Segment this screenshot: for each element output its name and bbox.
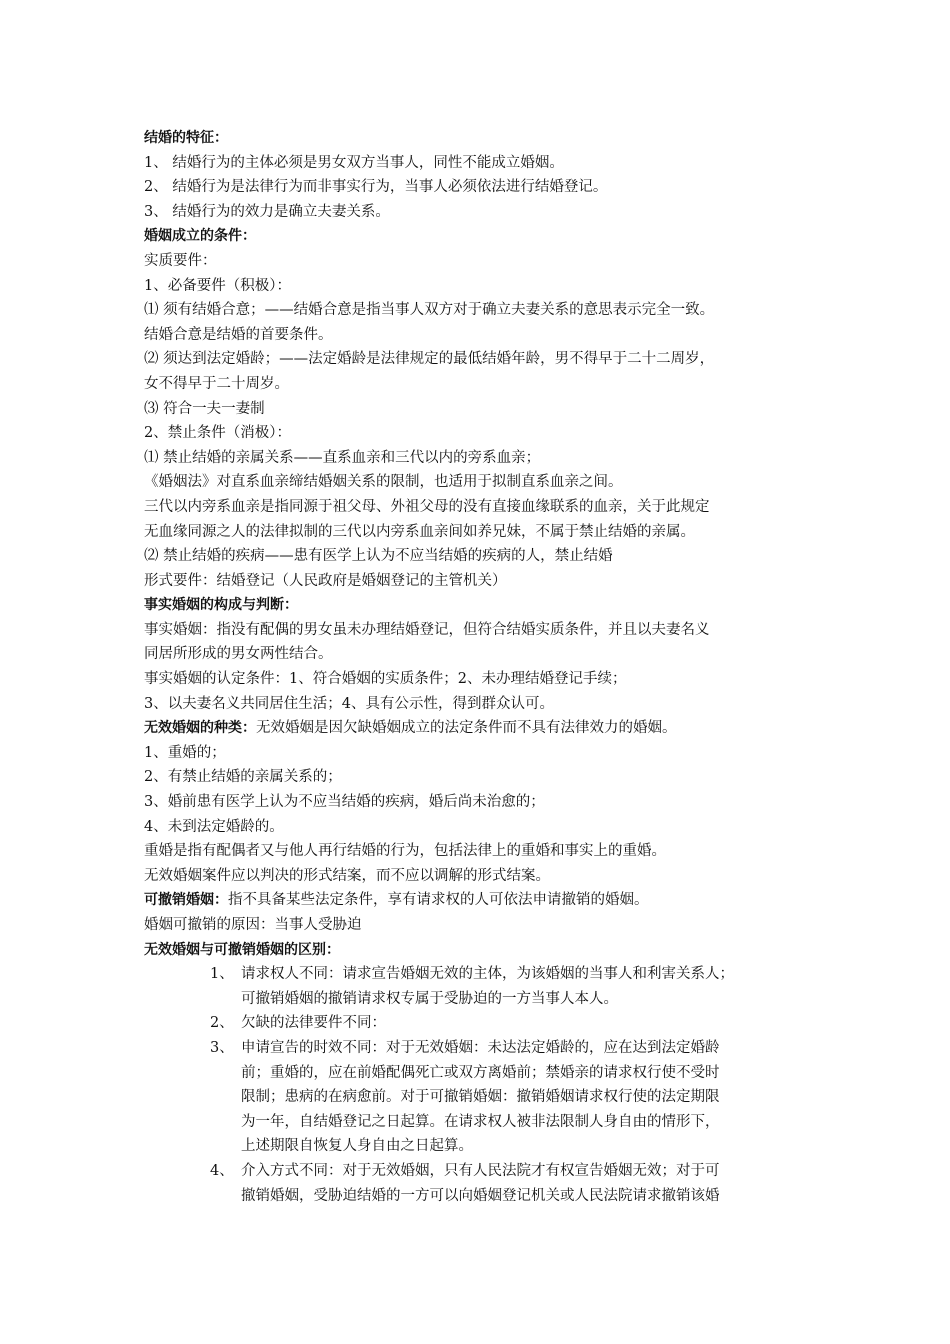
text-line: ⑵ 禁止结婚的疾病——患有医学上认为不应当结婚的疾病的人，禁止结婚 xyxy=(144,548,613,565)
list-item-line: 限制；患病的在病愈前。对于可撤销婚姻：撤销婚姻请求权行使的法定期限 xyxy=(241,1089,720,1106)
text-line: 实质要件： xyxy=(144,252,217,269)
list-item-line: 申请宣告的时效不同：对于无效婚姻：未达法定婚龄的，应在达到法定婚龄 xyxy=(241,1039,720,1056)
list-item xyxy=(144,1159,824,1208)
section-inline-text: 指不具备某些法定条件，享有请求权的人可依法申请撤销的婚姻。 xyxy=(228,892,649,909)
text-line: 三代以内旁系血亲是指同源于祖父母、外祖父母的没有直接血缘联系的血亲，关于此规定 xyxy=(144,498,710,515)
text-line: 2、 结婚行为是法律行为而非事实行为，当事人必须依法进行结婚登记。 xyxy=(144,179,608,196)
list-item-line: 撤销婚姻，受胁迫结婚的一方可以向婚姻登记机关或人民法院请求撤销该婚 xyxy=(241,1187,720,1204)
text-line: 1、重婚的； xyxy=(144,744,226,761)
text-line: 2、禁止条件（消极）： xyxy=(144,425,291,442)
list-item-line: 上述期限自恢复人身自由之日起算。 xyxy=(241,1138,473,1155)
list-item-line: 欠缺的法律要件不同： xyxy=(241,1015,386,1032)
list-item-line: 前；重婚的，应在前婚配偶死亡或双方离婚前；禁婚亲的请求权行使不受时 xyxy=(241,1064,720,1081)
list-item xyxy=(144,962,824,1011)
section-inline-text: 无效婚姻是因欠缺婚姻成立的法定条件而不具有法律效力的婚姻。 xyxy=(256,720,677,737)
list-item-line: 介入方式不同：对于无效婚姻，只有人民法院才有权宣告婚姻无效；对于可 xyxy=(241,1162,720,1179)
text-line: ⑴ 禁止结婚的亲属关系——直系血亲和三代以内的旁系血亲； xyxy=(144,449,541,466)
list-number: 3、 xyxy=(210,1039,234,1056)
text-line: 4、未到法定婚龄的。 xyxy=(144,818,284,835)
list-item-line: 为一年，自结婚登记之日起算。在请求权人被非法限制人身自由的情形下， xyxy=(241,1113,720,1130)
section-heading: 婚姻成立的条件： xyxy=(144,228,256,245)
list-number: 2、 xyxy=(210,1015,234,1032)
list-item xyxy=(144,1011,824,1036)
text-line: 婚姻可撤销的原因：当事人受胁迫 xyxy=(144,917,362,933)
text-line: 3、婚前患有医学上认为不应当结婚的疾病，婚后尚未治愈的； xyxy=(144,794,545,811)
text-line: 2、有禁止结婚的亲属关系的； xyxy=(144,769,342,786)
text-line: 结婚合意是结婚的首要条件。 xyxy=(144,326,333,343)
text-line: 同居所形成的男女两性结合。 xyxy=(144,646,333,663)
text-line: 《婚姻法》对直系血亲缔结婚姻关系的限制，也适用于拟制直系血亲之间。 xyxy=(144,474,623,491)
text-line: 1、必备要件（积极）： xyxy=(144,277,291,294)
section-heading: 可撤销婚姻： xyxy=(144,892,228,909)
section-heading-line xyxy=(144,716,824,741)
section-heading: 事实婚姻的构成与判断： xyxy=(144,597,298,614)
text-line: 形式要件：结婚登记（人民政府是婚姻登记的主管机关） xyxy=(144,572,507,589)
list-item-line: 可撤销婚姻的撤销请求权专属于受胁迫的一方当事人本人。 xyxy=(241,990,618,1007)
text-line: 无血缘同源之人的法律拟制的三代以内旁系血亲间如养兄妹，不属于禁止结婚的亲属。 xyxy=(144,523,695,540)
text-line: 3、 结婚行为的效力是确立夫妻关系。 xyxy=(144,203,390,220)
text-line: 1、 结婚行为的主体必须是男女双方当事人，同性不能成立婚姻。 xyxy=(144,154,564,171)
list-item-line: 请求权人不同：请求宣告婚姻无效的主体，为该婚姻的当事人和利害关系人； xyxy=(241,966,734,983)
list-number: 4、 xyxy=(210,1162,234,1179)
section-heading: 结婚的特征： xyxy=(144,130,228,146)
document-body xyxy=(144,126,824,1208)
text-line: ⑵ 须达到法定婚龄；——法定婚龄是法律规定的最低结婚年龄，男不得早于二十二周岁， xyxy=(144,351,715,368)
list-number: 1、 xyxy=(210,966,234,983)
text-line: 重婚是指有配偶者又与他人再行结婚的行为，包括法律上的重婚和事实上的重婚。 xyxy=(144,843,666,860)
text-line: 女不得早于二十周岁。 xyxy=(144,375,289,392)
section-heading-line xyxy=(144,888,824,913)
text-line: 3、以夫妻名义共同居住生活；4、具有公示性，得到群众认可。 xyxy=(144,695,554,712)
section-heading: 无效婚姻与可撤销婚姻的区别： xyxy=(144,941,340,958)
text-line: 事实婚姻的认定条件：1、符合婚姻的实质条件；2、未办理结婚登记手续； xyxy=(144,671,627,688)
list-item xyxy=(144,1036,824,1159)
text-line: ⑶ 符合一夫一妻制 xyxy=(144,400,265,417)
text-line: 无效婚姻案件应以判决的形式结案，而不应以调解的形式结案。 xyxy=(144,867,550,884)
text-line: 事实婚姻：指没有配偶的男女虽未办理结婚登记，但符合结婚实质条件，并且以夫妻名义 xyxy=(144,621,710,638)
differences-list xyxy=(144,962,824,1208)
text-line: ⑴ 须有结婚合意；——结婚合意是指当事人双方对于确立夫妻关系的意思表示完全一致。 xyxy=(144,302,715,319)
section-heading: 无效婚姻的种类： xyxy=(144,720,256,737)
